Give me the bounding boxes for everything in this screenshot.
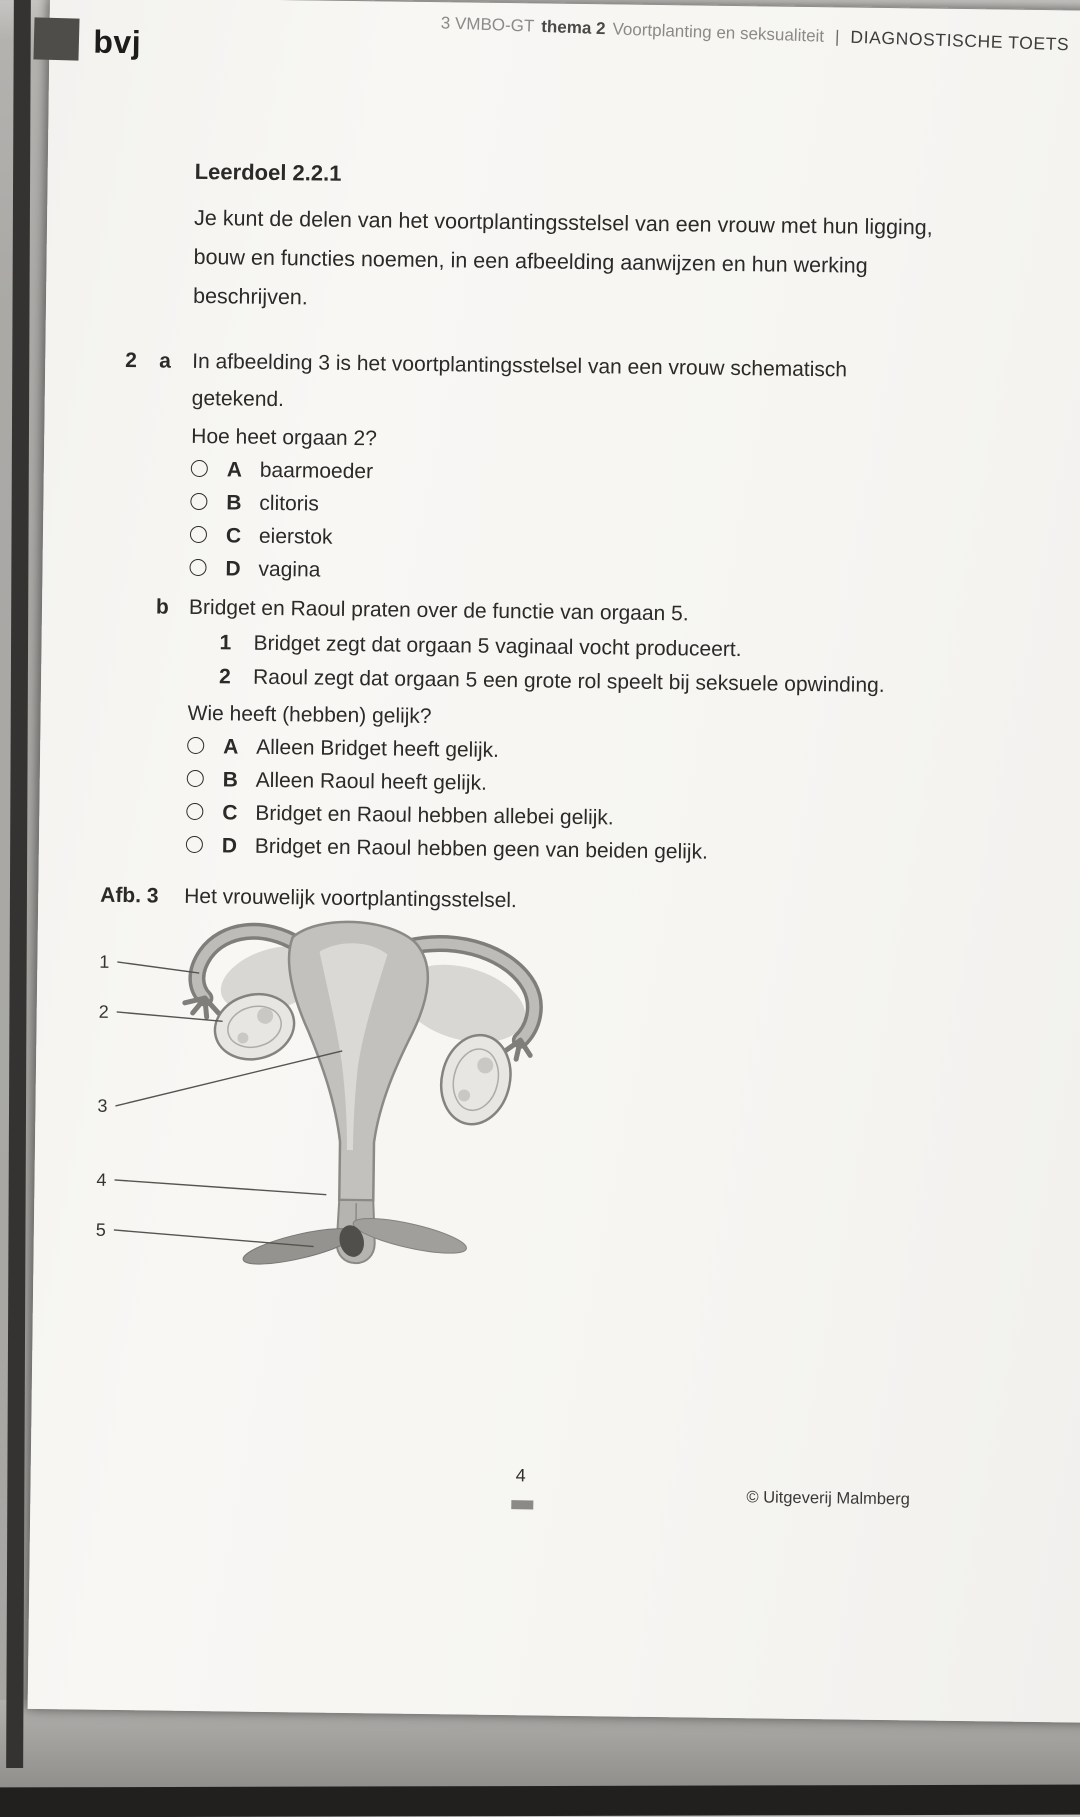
scan-corner-square: [33, 17, 79, 60]
question-2b-intro: Bridget en Raoul praten over de functie van orgaan 5.: [188, 595, 689, 626]
question-number-spacer: [122, 588, 156, 625]
figure-caption: Het vrouwelijk voortplantingsstelsel.: [184, 884, 518, 913]
radio-circle[interactable]: [187, 737, 204, 754]
leerdoel-section: [193, 159, 945, 326]
option-text: vagina: [258, 557, 321, 582]
header-thema: thema 2: [540, 16, 606, 39]
radio-circle[interactable]: [187, 770, 204, 787]
scan-bottom-bar: [0, 1785, 1080, 1817]
header-divider: |: [834, 27, 840, 47]
document-page: [28, 0, 1080, 1724]
pointer-line-4: [114, 1180, 326, 1195]
header-doctype: DIAGNOSTISCHE TOETS: [850, 26, 1070, 55]
pointer-line-1: [117, 962, 199, 973]
leerdoel-text: Je kunt de delen van het voortplantingsstelsel van een vrouw met hun ligging, bouw en functies noemen, in een afbeelding aanwijzen en hun werking beschrijven.: [192, 205, 933, 310]
subquestion-a-label: a: [159, 349, 172, 373]
option-letter: B: [226, 491, 242, 515]
radio-circle[interactable]: [191, 460, 208, 477]
question-2: [119, 342, 956, 872]
scan-strip-left: [6, 0, 31, 1768]
radio-circle[interactable]: [186, 803, 203, 820]
statement-number: 1: [219, 631, 232, 655]
radio-circle[interactable]: [186, 836, 203, 853]
radio-circle[interactable]: [190, 493, 207, 510]
option-letter: A: [223, 735, 239, 759]
option-text: eierstok: [258, 524, 333, 549]
header-course: 3 VMBO-GT: [440, 13, 535, 36]
part-label-2: 2: [98, 1001, 109, 1022]
part-labels: [96, 952, 110, 1240]
radio-circle[interactable]: [189, 559, 206, 576]
option-letter: A: [226, 458, 243, 482]
option-text: Bridget en Raoul hebben geen van beiden gelijk.: [254, 834, 709, 864]
question-2a-row: [125, 342, 956, 427]
question-2a-intro: In afbeelding 3 is het voortplantingsstelsel van een vrouw schematisch getekend.: [191, 349, 848, 412]
anatomy-figure: [69, 899, 644, 1316]
right-ovary: [433, 1028, 519, 1131]
leerdoel-title: Leerdoel 2.2.1: [194, 158, 342, 186]
part-label-5: 5: [95, 1219, 106, 1240]
copyright: © Uitgeverij Malmberg: [746, 1488, 910, 1509]
option-letter: C: [222, 801, 238, 825]
part-label-1: 1: [99, 951, 110, 972]
page-number-mark: [511, 1500, 533, 1509]
option-letter: B: [222, 768, 239, 792]
option-text: baarmoeder: [259, 458, 374, 484]
page-number: 4: [515, 1465, 526, 1486]
page-header: [299, 7, 1069, 55]
statement-text: Raoul zegt dat orgaan 5 een grote rol speelt bij seksuele opwinding.: [252, 665, 885, 697]
part-label-3: 3: [97, 1095, 108, 1116]
part-label-4: 4: [96, 1169, 107, 1190]
pointer-line-3: [115, 1048, 342, 1109]
female-reproductive-system-diagram: [69, 899, 644, 1316]
question-number: 2: [125, 349, 138, 373]
statement-number: 2: [218, 665, 231, 689]
option-letter: C: [225, 524, 242, 548]
question-2a-prompt: Hoe heet orgaan 2?: [191, 424, 378, 451]
option-text: Alleen Raoul heeft gelijk.: [255, 768, 488, 795]
subquestion-b-label: b: [155, 595, 169, 619]
radio-circle[interactable]: [190, 526, 207, 543]
question-2b-prompt: Wie heeft (hebben) gelijk?: [187, 701, 432, 729]
option-text: clitoris: [259, 491, 320, 516]
option-letter: D: [221, 834, 238, 858]
option-text: Bridget en Raoul hebben allebei gelijk.: [255, 801, 614, 830]
statement-text: Bridget zegt dat orgaan 5 vaginaal vocht produceert.: [253, 631, 742, 662]
figure-label: Afb. 3: [100, 883, 159, 908]
brand-logo: bvj: [93, 23, 142, 61]
header-topic: Voortplanting en seksualiteit: [612, 19, 825, 46]
option-letter: D: [225, 557, 241, 581]
option-text: Alleen Bridget heeft gelijk.: [256, 735, 500, 762]
